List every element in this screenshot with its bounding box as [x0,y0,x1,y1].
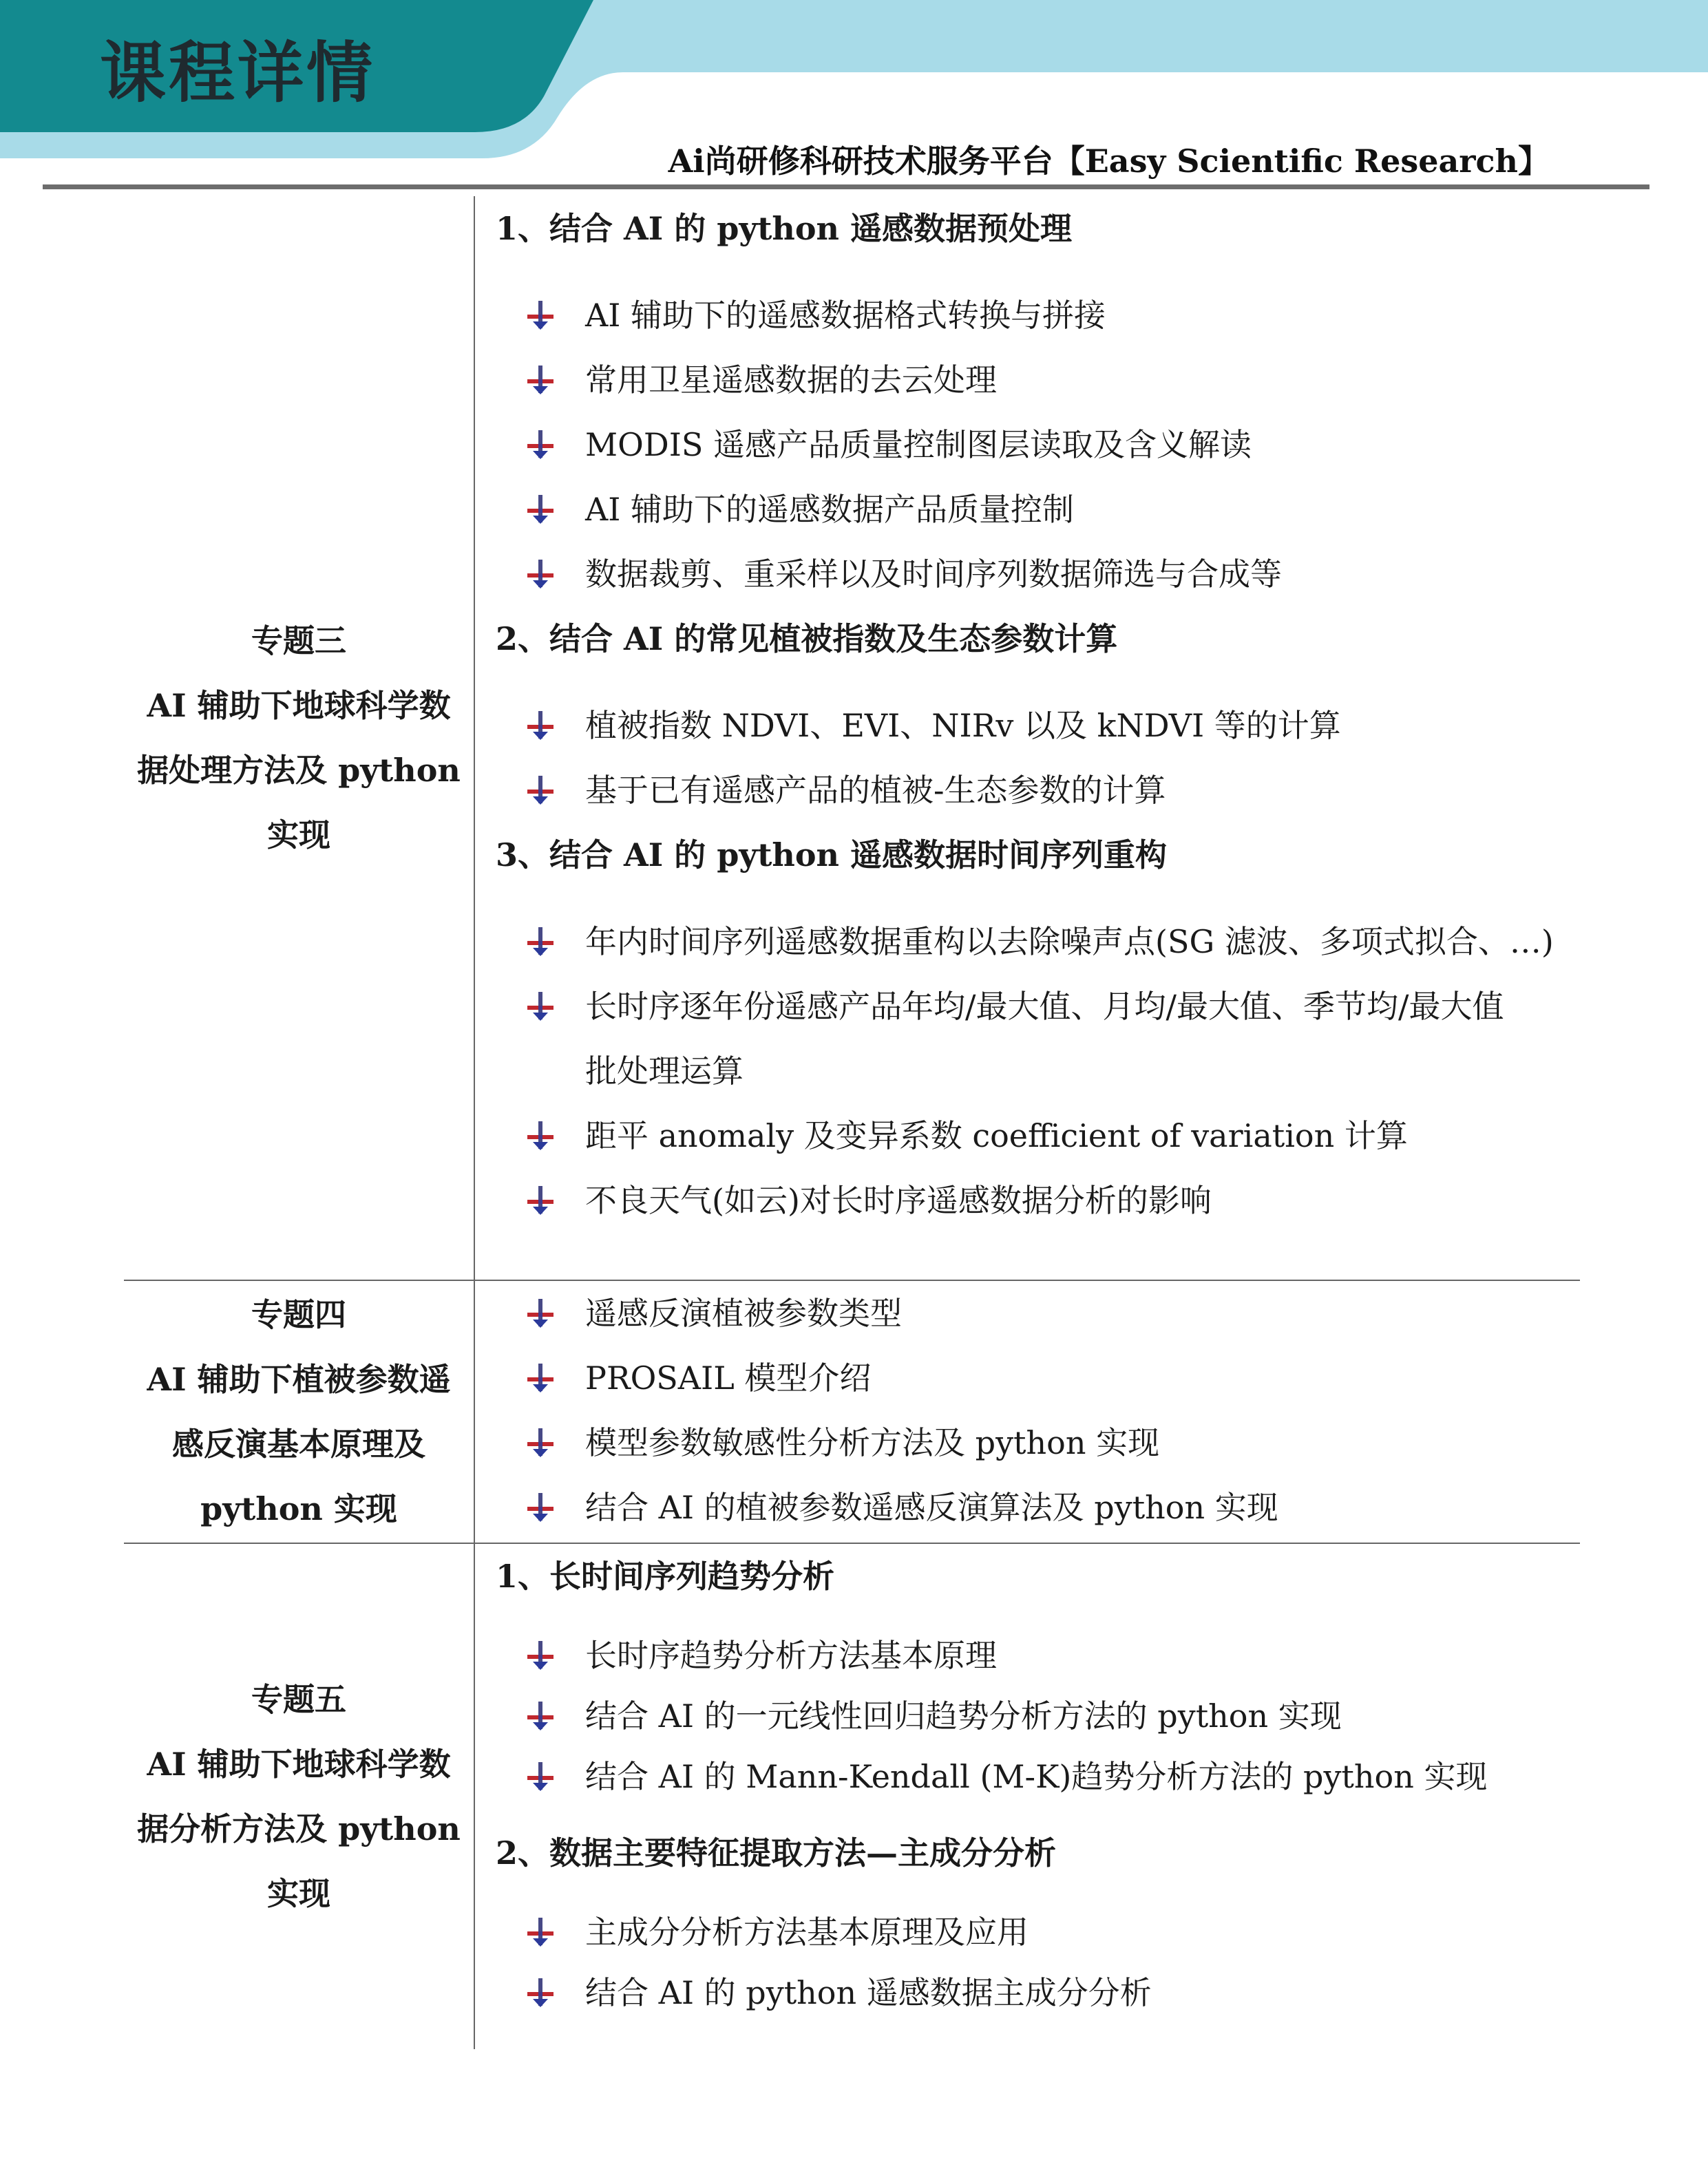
list-item: 植被指数 NDVI、EVI、NIRv 以及 kNDVI 等的计算 [496,693,1580,758]
arrow-bullet-icon [496,283,567,348]
arrow-bullet-icon [496,1168,567,1233]
section-title: 3、结合 AI 的 python 遥感数据时间序列重构 [496,836,1167,873]
list-item: 结合 AI 的 python 遥感数据主成分分析 [496,1962,1580,2023]
list-item: 常用卫星遥感数据的去云处理 [496,348,1580,412]
arrow-bullet-icon [496,477,567,542]
arrow-bullet-icon [496,1346,567,1410]
arrow-bullet-icon [496,412,567,477]
arrow-bullet-icon [496,1475,567,1540]
topic-label [124,1544,475,2049]
arrow-bullet-icon [496,1410,567,1475]
list-item: 结合 AI 的 Mann-Kendall (M-K)趋势分析方法的 python 实现 [496,1746,1580,1807]
course-table [124,196,1580,2049]
topic-label-line: python 实现 [200,1490,397,1527]
topic-label-line: 感反演基本原理及 [172,1426,425,1463]
list-item: 长时序趋势分析方法基本原理 [496,1625,1580,1686]
list-item: 距平 anomaly 及变异系数 coefficient of variation 计算 [496,1103,1580,1168]
topic-label-line: 据处理方法及 python [137,752,461,789]
arrow-bullet-icon [496,1625,567,1686]
topic-label-line: AI 辅助下地球科学数 [147,1746,451,1783]
list-item: 遥感反演植被参数类型 [496,1281,1580,1346]
arrow-bullet-icon [496,1902,567,1962]
arrow-bullet-icon [496,1746,567,1807]
list-item: 数据裁剪、重采样以及时间序列数据筛选与合成等 [496,542,1580,606]
arrow-bullet-icon [496,1281,567,1346]
platform-name: Ai尚研修科研技术服务平台【Easy Scientific Research】 [668,142,1550,180]
list-item: AI 辅助下的遥感数据产品质量控制 [496,477,1580,542]
list-item: MODIS 遥感产品质量控制图层读取及含义解读 [496,412,1580,477]
topic-label-line: 专题三 [251,622,346,659]
topic-content [475,1281,1580,1543]
page-title: 课程详情 [100,34,375,112]
topic-label [124,1281,475,1543]
list-item: 基于已有遥感产品的植被-生态参数的计算 [496,758,1580,823]
arrow-bullet-icon [496,1103,567,1168]
topic-label-line: 实现 [267,1875,330,1912]
section-title: 2、结合 AI 的常见植被指数及生态参数计算 [496,620,1118,657]
topic-label-line: AI 辅助下植被参数遥 [147,1361,451,1398]
topic-content [475,1544,1580,2049]
topic-content [475,196,1580,1280]
arrow-bullet-icon [496,1962,567,2023]
arrow-bullet-icon [496,693,567,758]
list-item: 结合 AI 的一元线性回归趋势分析方法的 python 实现 [496,1686,1580,1746]
topic-label-line: 专题五 [251,1681,346,1718]
topic-label-line: AI 辅助下地球科学数 [147,687,451,724]
list-item: AI 辅助下的遥感数据格式转换与拼接 [496,283,1580,348]
header-divider [43,184,1649,189]
topic-label-line: 实现 [267,816,330,854]
section-title: 1、长时间序列趋势分析 [496,1558,835,1595]
list-item: 年内时间序列遥感数据重构以去除噪声点(SG 滤波、多项式拟合、…) [496,909,1580,974]
list-item: PROSAIL 模型介绍 [496,1346,1580,1410]
arrow-bullet-icon [496,974,567,1039]
section-title: 1、结合 AI 的 python 遥感数据预处理 [496,210,1072,247]
topic-label-line: 专题四 [251,1296,346,1333]
list-item: 模型参数敏感性分析方法及 python 实现 [496,1410,1580,1475]
topic-label-line: 据分析方法及 python [137,1810,461,1847]
list-item: 长时序逐年份遥感产品年均/最大值、月均/最大值、季节均/最大值 [496,974,1580,1039]
topic-row [124,1280,1580,1543]
topic-label [124,196,475,1280]
list-item: 主成分分析方法基本原理及应用 [496,1902,1580,1962]
arrow-bullet-icon [496,1686,567,1746]
arrow-bullet-icon [496,909,567,974]
arrow-bullet-icon [496,348,567,412]
list-item-continuation: 批处理运算 [585,1052,744,1090]
list-item: 不良天气(如云)对长时序遥感数据分析的影响 [496,1168,1580,1233]
topic-row [124,196,1580,1280]
list-item: 结合 AI 的植被参数遥感反演算法及 python 实现 [496,1475,1580,1540]
section-title: 2、数据主要特征提取方法—主成分分析 [496,1834,1057,1872]
topic-row [124,1543,1580,2049]
arrow-bullet-icon [496,542,567,606]
arrow-bullet-icon [496,758,567,823]
